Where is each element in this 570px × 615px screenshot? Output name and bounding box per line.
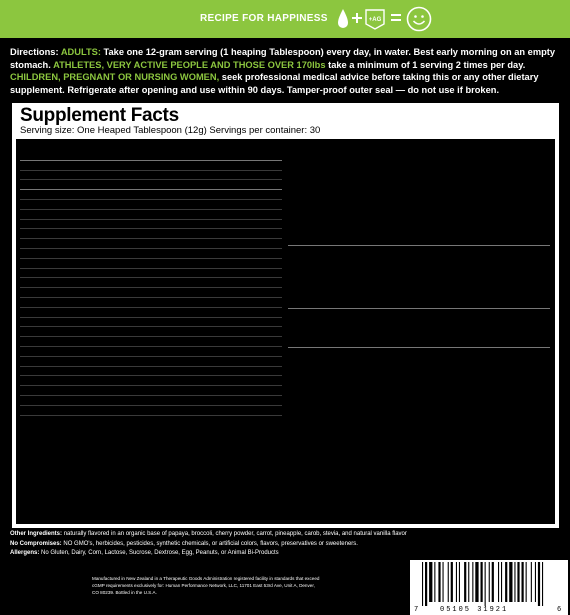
right-footnote: † Daily Value Not Established	[302, 515, 381, 521]
nutrient-amount: 3.2mg	[208, 269, 226, 277]
nutrient-row	[20, 220, 282, 230]
left-footnote: * Percent Daily Values (%DV) are based on a 2000 calorie diet.	[20, 515, 188, 521]
nutrient-dv: 86%	[267, 357, 280, 365]
barcode-bar	[492, 562, 494, 602]
nutrient-row	[20, 161, 282, 171]
nutrient-dv: 187%	[263, 240, 280, 248]
nutrient-amount: 1.5mg	[208, 367, 226, 375]
nutrient-name: Vitamin C (ascorbic acid)	[20, 210, 91, 218]
nutrient-name: Magnesium (as magnesium citrate)	[20, 338, 120, 346]
nutrient-dv: 1%	[270, 396, 280, 404]
nutrient-amount: 420mg	[208, 210, 228, 218]
blend-ingredients: Organic spirulina, lecithin (95% phosphatides), organic apple powder, organic inulin (FOS prebiotics), organic wheatgrass juice powder (leaf), organic alfalfa powder (leaf), organic chlorella powder, organic flaxseed powder, organic barley leaf powder, acerola cherry fruit juice powder extract (10:1), organic broccoli flower powder, carica papaya powder (fruit), pineapple fresh fruit concentrate (10:1), organic bilberry fresh fruit extract (100:1), organic red beet juice powder (fruit), rosehip (rosa canina) fruit powder, carrot root powder, organic spinach leaf powder, cocoa bean polyphenol extract, grapeseed extract (120:1) (std. 95% OPC), green tea (camellia sinensis) extract (leaf) (10:1), licorice root powder, wolfberry (goji) fruit extract (5:1), ginger rhizome powder, slippery elm (ulmus rubra) bark powder, kelp whole plant powder.	[288, 168, 548, 241]
nutrient-row	[20, 269, 282, 279]
supplement-facts-panel	[12, 103, 559, 528]
barcode-bar	[468, 562, 469, 602]
nutrient-row	[20, 347, 282, 357]
nutrient-row	[20, 288, 282, 298]
nutrient-name: Protein	[20, 190, 45, 200]
nutrient-name: Sugars	[30, 181, 51, 189]
plus-ag-badge-icon	[364, 6, 386, 30]
barcode-bar	[505, 562, 507, 602]
bottom-info	[10, 530, 550, 559]
nutrient-amount: 0.045g	[208, 181, 228, 189]
children-text: seek professional medical advice before taking this or any other dietary supplement. Refrigerate after opening and use within 90 days. Tamper-proof outer seal — do not use if broken.	[10, 72, 539, 95]
ag-badge-text: +AG	[368, 17, 382, 23]
nutrient-name: Thiamin (Vitamin B1) (as thiamine hydrochloride)	[20, 240, 159, 248]
barcode-bar	[422, 562, 423, 606]
nutrient-name: Calcium (as calcium citrate, calcium phosphate)	[20, 318, 156, 326]
nutrient-amount: 26mcg	[208, 289, 228, 297]
blend-title	[288, 151, 550, 167]
other-ingredients: Other Ingredients: naturally flavored in an organic base of papaya, broccoli, cherry powder, carrot, pineapple, carob, stevia, and natural vanilla flavor	[10, 531, 407, 537]
nutrient-name: Vitamin B6 (as pyridoxine hydrochloride)	[20, 269, 135, 277]
barcode-bar	[489, 562, 490, 602]
barcode-bar	[448, 562, 449, 602]
nutrient-name: Vitamin B12 (as cyanocobalamin)	[20, 289, 116, 297]
nutrient-dv: 433%	[263, 289, 280, 297]
nutrient-dv: 12%	[265, 190, 280, 200]
plus-icon	[352, 13, 362, 23]
directions-block	[10, 46, 562, 96]
nutrient-dv: 704%	[263, 210, 280, 218]
nutrient-dv: 83%	[267, 387, 280, 395]
nutrient-amount: 80mcg	[208, 230, 228, 238]
ingredients-column	[288, 141, 550, 376]
barcode-bar	[459, 562, 460, 602]
adults-label: ADULTS:	[60, 47, 101, 57]
blend-title	[288, 248, 550, 264]
nutrient-dv: 50%	[267, 338, 280, 346]
nutrient-name: Vitamin E (as d-alpha tocopherol succinate)	[20, 220, 144, 228]
probiotic-amount: 3.5billion †	[463, 367, 500, 375]
barcode-bar	[434, 562, 435, 602]
children-label: CHILDREN, PREGNANT OR NURSING WOMEN,	[10, 72, 220, 83]
ingredients-amount-header: Amount Per Serving	[446, 142, 500, 148]
barcode-bar	[535, 562, 536, 602]
nutrient-dv: 35%	[267, 308, 280, 316]
barcode-bar	[509, 562, 512, 602]
barcode-left-digit: 7	[414, 606, 419, 614]
nutrient-row	[20, 308, 282, 318]
nutrient-name: Total Carbohydrate	[20, 160, 86, 170]
nutrient-amount: 28mg	[208, 396, 224, 404]
nutrient-amount: 20mg	[208, 347, 224, 355]
barcode-bar	[538, 562, 540, 606]
barcode-bar	[456, 562, 457, 602]
barcode-bars	[414, 562, 564, 608]
water-drop-icon	[337, 8, 349, 30]
banner-title: RECIPE FOR HAPPINESS	[200, 13, 328, 24]
nutrient-row	[20, 318, 282, 328]
nutrient-amount: 2mg	[208, 249, 221, 257]
barcode-number: 05105 31921	[440, 606, 509, 614]
nutrient-row	[20, 249, 282, 259]
directions-label: Directions:	[10, 47, 59, 57]
nutrient-dv: 160%	[263, 269, 280, 277]
probiotic-name: Bifidobacterium bifidum (freeze dried non-diary Pro-biotics)	[288, 367, 459, 374]
nutrient-dv: 75%	[267, 367, 280, 375]
manufacturer-info: Manufactured in New Zealand in a Therapeutic Goods Administration registered facility in standards that exceed cGMP requirements exclusively for: Human Performance Network, LLC, 11701 East 53rd Ave, Unit A, Denver, CO 80239. Bottled in the U.S.A.	[92, 576, 320, 596]
nutrient-amount: 20mg	[208, 259, 224, 267]
serving-size: Serving size: One Heaped Tablespoon (12g) Servings per container: 30	[20, 125, 321, 136]
nutrient-dv: 28%	[267, 328, 280, 336]
nutrient-amount: 4.8g	[208, 160, 223, 170]
nutrient-name: Dietary Fiber	[30, 171, 67, 179]
blend-list	[288, 151, 550, 344]
nutrient-amount: 60mcg	[208, 357, 228, 365]
facts-table	[16, 139, 555, 524]
nutrient-row	[20, 278, 282, 288]
nutrient-name: Manganese (as manganese amino acid chelate)	[20, 377, 157, 385]
barcode-right-digit: 6	[557, 606, 562, 614]
nutrient-dv: †	[276, 230, 280, 238]
blend-ingredients: Astragalus membranaceus root extract (20:1), bromelian (dietary enzyme), burdock root powder, reishi mushroom powder, shiitake mushroom powder.	[288, 328, 544, 343]
probiotics-title: Dairy Free Probiotics	[288, 349, 357, 357]
probiotic-row	[288, 358, 550, 367]
blend-amount: 220mg †	[463, 310, 493, 320]
athletes-text: take a minimum of 1 serving 2 times per day.	[328, 59, 526, 70]
nutrient-row	[20, 386, 282, 396]
adults-text: Take one 12-gram serving (1 heaping Tablespoon) every day, in water. Best early morning on an empty stomach.	[10, 47, 556, 70]
barcode	[410, 560, 568, 615]
nutrient-dv: 8.3%	[265, 406, 280, 414]
barcode-bar	[443, 562, 444, 602]
nutrient-name: Sodium (in plant matter)	[20, 396, 89, 404]
nutrient-row	[20, 239, 282, 249]
nutrient-row	[20, 298, 282, 308]
barcode-bar	[485, 562, 486, 606]
nutrient-dv: 44%	[267, 318, 280, 326]
barcode-bar	[522, 562, 524, 602]
probiotic-row	[288, 367, 550, 376]
nutrient-amount: 1.9g	[208, 171, 221, 179]
nutrient-row	[20, 259, 282, 269]
blend-name: Alkaline, Nutrient-Dense Raw Superfood Complex	[288, 151, 419, 166]
nutrient-row	[20, 327, 282, 337]
nutrient-amount: 440mg	[208, 318, 228, 326]
barcode-bar	[514, 562, 515, 602]
nutrient-row	[20, 151, 282, 161]
nutrients-header	[20, 141, 282, 151]
nutrient-name: Zinc (as zinc amino acid chelate)	[20, 347, 114, 355]
nutrient-dv: 133%	[263, 347, 280, 355]
barcode-bar	[425, 562, 427, 606]
nutrient-dv: 100%	[263, 259, 280, 267]
nutrient-name: Copper (as copper gluconate)	[20, 367, 105, 375]
nutrient-name: Niacin (as nicotinic acid, nicotinamide)	[20, 259, 129, 267]
nutrient-row	[20, 357, 282, 367]
nutrient-name: Phosphorus (as potassium phosphate)	[20, 328, 130, 336]
nutrient-dv: †	[276, 181, 280, 189]
no-compromises: No Compromises: NO GMO's, herbicides, pesticides, synthetic chemicals, or artificial colors, flavors, preservatives or sweeteners.	[10, 540, 358, 547]
nutrient-amount: 3.5mg	[208, 308, 226, 316]
nutrient-amount: 330mcg	[208, 298, 231, 306]
allergens: Allergens: No Gluten, Dairy, Corn, Lactose, Sucrose, Dextrose, Egg, Peanuts, or Animal Bi-Products	[10, 550, 279, 557]
barcode-bar	[542, 562, 543, 606]
nutrient-row	[20, 180, 282, 190]
barcode-bar	[501, 562, 502, 602]
nutrient-amount: 100mcg	[208, 387, 231, 395]
blend-amount: 8393mg †	[463, 150, 497, 159]
barcode-bar	[438, 562, 440, 602]
nutrient-name: Selenium (as selenomethionine)	[20, 357, 112, 365]
dv-header: % DV	[264, 142, 280, 148]
nutrient-name: Riboflavin (Vitamin B2)	[20, 249, 85, 257]
nutrient-list	[20, 151, 282, 416]
nutrient-row	[20, 396, 282, 406]
nutrient-row	[20, 406, 282, 416]
barcode-bar	[464, 562, 466, 602]
ingredients-label: INGREDIENTS	[288, 142, 330, 148]
probiotic-amount: 3.5billion †	[463, 358, 500, 366]
smiley-face-icon	[406, 6, 432, 32]
nutrients-column	[20, 141, 282, 416]
barcode-bar	[481, 562, 483, 602]
nutrient-name: Vitamin A (as beta-carotene)	[20, 200, 101, 208]
nutrient-name: Potassium (in plant matter)	[20, 406, 97, 414]
ingredients-header	[288, 141, 550, 151]
blend-title	[288, 311, 550, 327]
barcode-bar	[472, 562, 473, 602]
barcode-bar	[498, 562, 499, 602]
nutrient-row	[20, 229, 282, 239]
barcode-bar	[517, 562, 519, 602]
nutrient-row	[20, 337, 282, 347]
nutrient-amount: 400mcg	[208, 279, 231, 287]
barcode-bar	[451, 562, 453, 602]
nutrient-name: Pantothenic acid (as calcium pantothenate)	[20, 308, 143, 316]
nutrient-name: Chromium (as chromium picolinate)	[20, 387, 121, 395]
nutrient-name: Biotin	[20, 298, 36, 306]
probiotic-list	[288, 358, 550, 376]
nutrient-amount: 2.8mg	[208, 240, 226, 248]
barcode-bar	[475, 562, 478, 602]
nutrient-amount: 4g	[208, 190, 217, 200]
nutrient-name: Vitamin K2 (as menaquinone-7)	[20, 230, 110, 238]
athletes-label: ATHLETES, VERY ACTIVE PEOPLE AND THOSE OVER 170lbs	[53, 59, 326, 70]
nutrient-name: Calories	[20, 151, 49, 160]
recipe-banner	[0, 0, 570, 38]
nutrient-row	[20, 210, 282, 220]
nutrient-row	[20, 200, 282, 210]
barcode-bar	[531, 562, 532, 602]
amount-header: Amount Per Serving	[150, 142, 204, 148]
nutrient-amount: 40	[208, 151, 216, 160]
facts-title: Supplement Facts	[20, 105, 179, 126]
nutrient-dv: 2%	[269, 160, 280, 170]
nutrient-amount: 4000IU	[208, 200, 229, 208]
nutrient-amount: 200mg	[208, 338, 228, 346]
nutrient-amount: 100IU	[208, 220, 226, 228]
blend-name: Nutrient Dense Natural Extracts, Herbs & Antioxidants	[288, 247, 421, 263]
nutrient-name: Folate (folic acid)	[20, 279, 69, 287]
blend-amount: 3063mg †	[463, 246, 497, 256]
nutrient-row	[20, 190, 282, 200]
nutrient-dv: 110%	[264, 298, 280, 306]
nutrient-dv: 80%	[267, 200, 280, 208]
barcode-bar	[526, 562, 527, 602]
nutrient-dv: 202%	[263, 279, 280, 287]
ingredients-dv-header: %DV*	[529, 142, 546, 148]
nutrient-amount: 2mg	[208, 377, 221, 385]
blend-ingredients: Alkaline pea protein isolate, citrus bioflavonoids extract, globe artichoke leaf extract (15:1), citric acid (anhydrous), eleutherococcus senticosus root extract (10:1), gotu kola extract (4:1), rosemary leaf extract (4:1), milk thistle seed extract (70:1), alpha-lipoic acid, withania somnifera (ashwagandha) root extract (20:1), dandelion root extract (5:1), beta glucans, policosanol, co-enzyme Q-10 (ubidecarenone).	[288, 264, 549, 304]
nutrient-row	[20, 376, 282, 386]
nutrient-dv: 8%*	[268, 171, 280, 179]
probiotic-name: Lactobacillus acidophilus (freeze dried non-diary Pro-biotics)	[288, 358, 463, 365]
nutrient-row	[20, 171, 282, 181]
nutrient-dv: 118%	[264, 249, 280, 257]
nutrient-row	[20, 367, 282, 377]
blend-name: Digestive Enzyme & Super Mushroom Complex	[288, 311, 411, 327]
nutrient-amount: 300mg	[208, 406, 228, 414]
nutrient-amount: 280mg	[208, 328, 228, 336]
equals-icon	[391, 14, 401, 22]
nutrient-dv: 332%	[263, 220, 280, 228]
barcode-bar	[429, 562, 432, 602]
nutrient-dv: 100%	[263, 377, 280, 385]
